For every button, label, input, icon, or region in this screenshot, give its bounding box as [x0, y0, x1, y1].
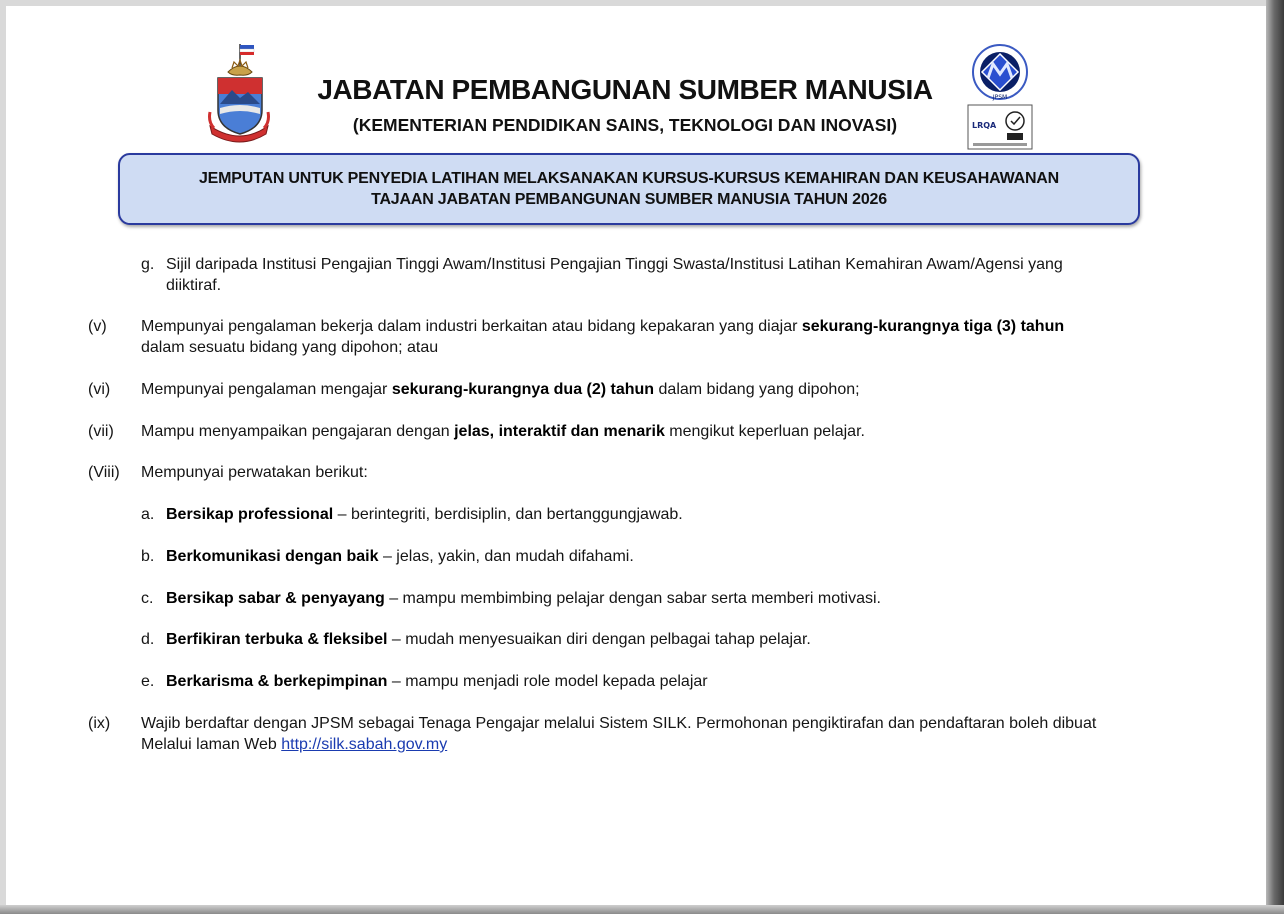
item-emphasis: sekurang-kurangnya dua (2) tahun [391, 381, 655, 398]
list-marker: d. [141, 631, 155, 648]
item-line: Wajib berdaftar dengan JPSM sebagai Tenaga Pengajar melalui Sistem SILK. Permohonan pengiktirafan dan pendaftaran boleh dibuat [141, 715, 1097, 732]
item-text: Mempunyai pengalaman mengajar [141, 381, 392, 398]
item-emphasis: sekurang-kurangnya tiga (3) tahun [801, 318, 1065, 335]
list-marker: (Viii) [88, 464, 120, 481]
list-item-text: Mempunyai perwatakan berikut: [141, 464, 368, 481]
list-marker: (ix) [88, 715, 111, 732]
list-item-text [166, 254, 1206, 296]
banner-line-2: TAJAAN JABATAN PEMBANGUNAN SUMBER MANUSIA TAHUN 2026 [371, 191, 887, 208]
list-item-text [166, 588, 1206, 609]
list-marker: (v) [88, 318, 107, 335]
item-line: dalam sesuatu bidang yang dipohon; atau [141, 339, 439, 356]
silk-website-link[interactable]: http://silk.sabah.gov.my [281, 736, 448, 753]
item-text: dalam bidang yang dipohon; [654, 381, 860, 398]
item-emphasis: Berkomunikasi dengan baik [166, 548, 379, 565]
iso-certification-icon [967, 104, 1033, 150]
item-emphasis: Bersikap sabar & penyayang [166, 590, 385, 607]
list-item-text [141, 379, 1231, 400]
list-item-text [141, 713, 1231, 755]
item-text: – berintegriti, berdisiplin, dan bertanggungjawab. [333, 506, 683, 523]
list-marker: g. [141, 256, 155, 273]
list-marker: e. [141, 673, 155, 690]
list-item-text [141, 421, 1231, 442]
list-item-text [141, 316, 1231, 358]
item-text: – mampu menjadi role model kepada pelajar [387, 673, 708, 690]
item-line [141, 734, 1231, 755]
page-edge-shadow [1266, 0, 1284, 914]
item-text: Mampu menyampaikan pengajaran dengan [141, 423, 455, 440]
item-text: – mampu membimbing pelajar dengan sabar serta memberi motivasi. [384, 590, 881, 607]
list-item-text [166, 671, 1206, 692]
list-item-text [166, 629, 1206, 650]
list-item-text [166, 504, 1206, 525]
banner-line-1: JEMPUTAN UNTUK PENYEDIA LATIHAN MELAKSANAKAN KURSUS-KURSUS KEMAHIRAN DAN KEUSAHAWANAN [198, 170, 1060, 187]
item-text: Melalui laman Web [141, 736, 282, 753]
list-item-text [166, 546, 1206, 567]
document-page [6, 6, 1268, 906]
page-bottom-shadow [0, 905, 1284, 914]
list-marker: a. [141, 506, 155, 523]
item-text: – mudah menyesuaikan diri dengan pelbagai tahap pelajar. [387, 631, 811, 648]
item-line [141, 316, 1231, 337]
item-emphasis: Bersikap professional [166, 506, 334, 523]
item-text: – jelas, yakin, dan mudah difahami. [378, 548, 634, 565]
list-marker: c. [141, 590, 154, 607]
item-emphasis: jelas, interaktif dan menarik [454, 423, 665, 440]
item-text: Mempunyai pengalaman bekerja dalam industri berkaitan atau bidang kepakaran yang diajar [141, 318, 802, 335]
svg-text:JPSM: JPSM [992, 94, 1008, 101]
page-subtitle: (KEMENTERIAN PENDIDIKAN SAINS, TEKNOLOGI DAN INOVASI) [352, 115, 898, 135]
list-marker: b. [141, 548, 155, 565]
item-text: mengikut keperluan pelajar. [664, 423, 865, 440]
jpsm-logo-icon [966, 42, 1034, 102]
list-marker: (vii) [88, 423, 114, 440]
item-emphasis: Berfikiran terbuka & fleksibel [166, 631, 388, 648]
invitation-banner [118, 153, 1140, 225]
page-title: JABATAN PEMBANGUNAN SUMBER MANUSIA [317, 74, 933, 105]
sabah-crest-icon [204, 42, 274, 146]
item-line: diiktiraf. [166, 277, 222, 294]
list-marker: (vi) [88, 381, 111, 398]
item-line: Sijil daripada Institusi Pengajian Tinggi Awam/Institusi Pengajian Tinggi Swasta/Institusi Latihan Kemahiran Awam/Agensi yang [166, 256, 1063, 273]
svg-text:LRQA: LRQA [972, 121, 997, 130]
item-emphasis: Berkarisma & berkepimpinan [166, 673, 388, 690]
